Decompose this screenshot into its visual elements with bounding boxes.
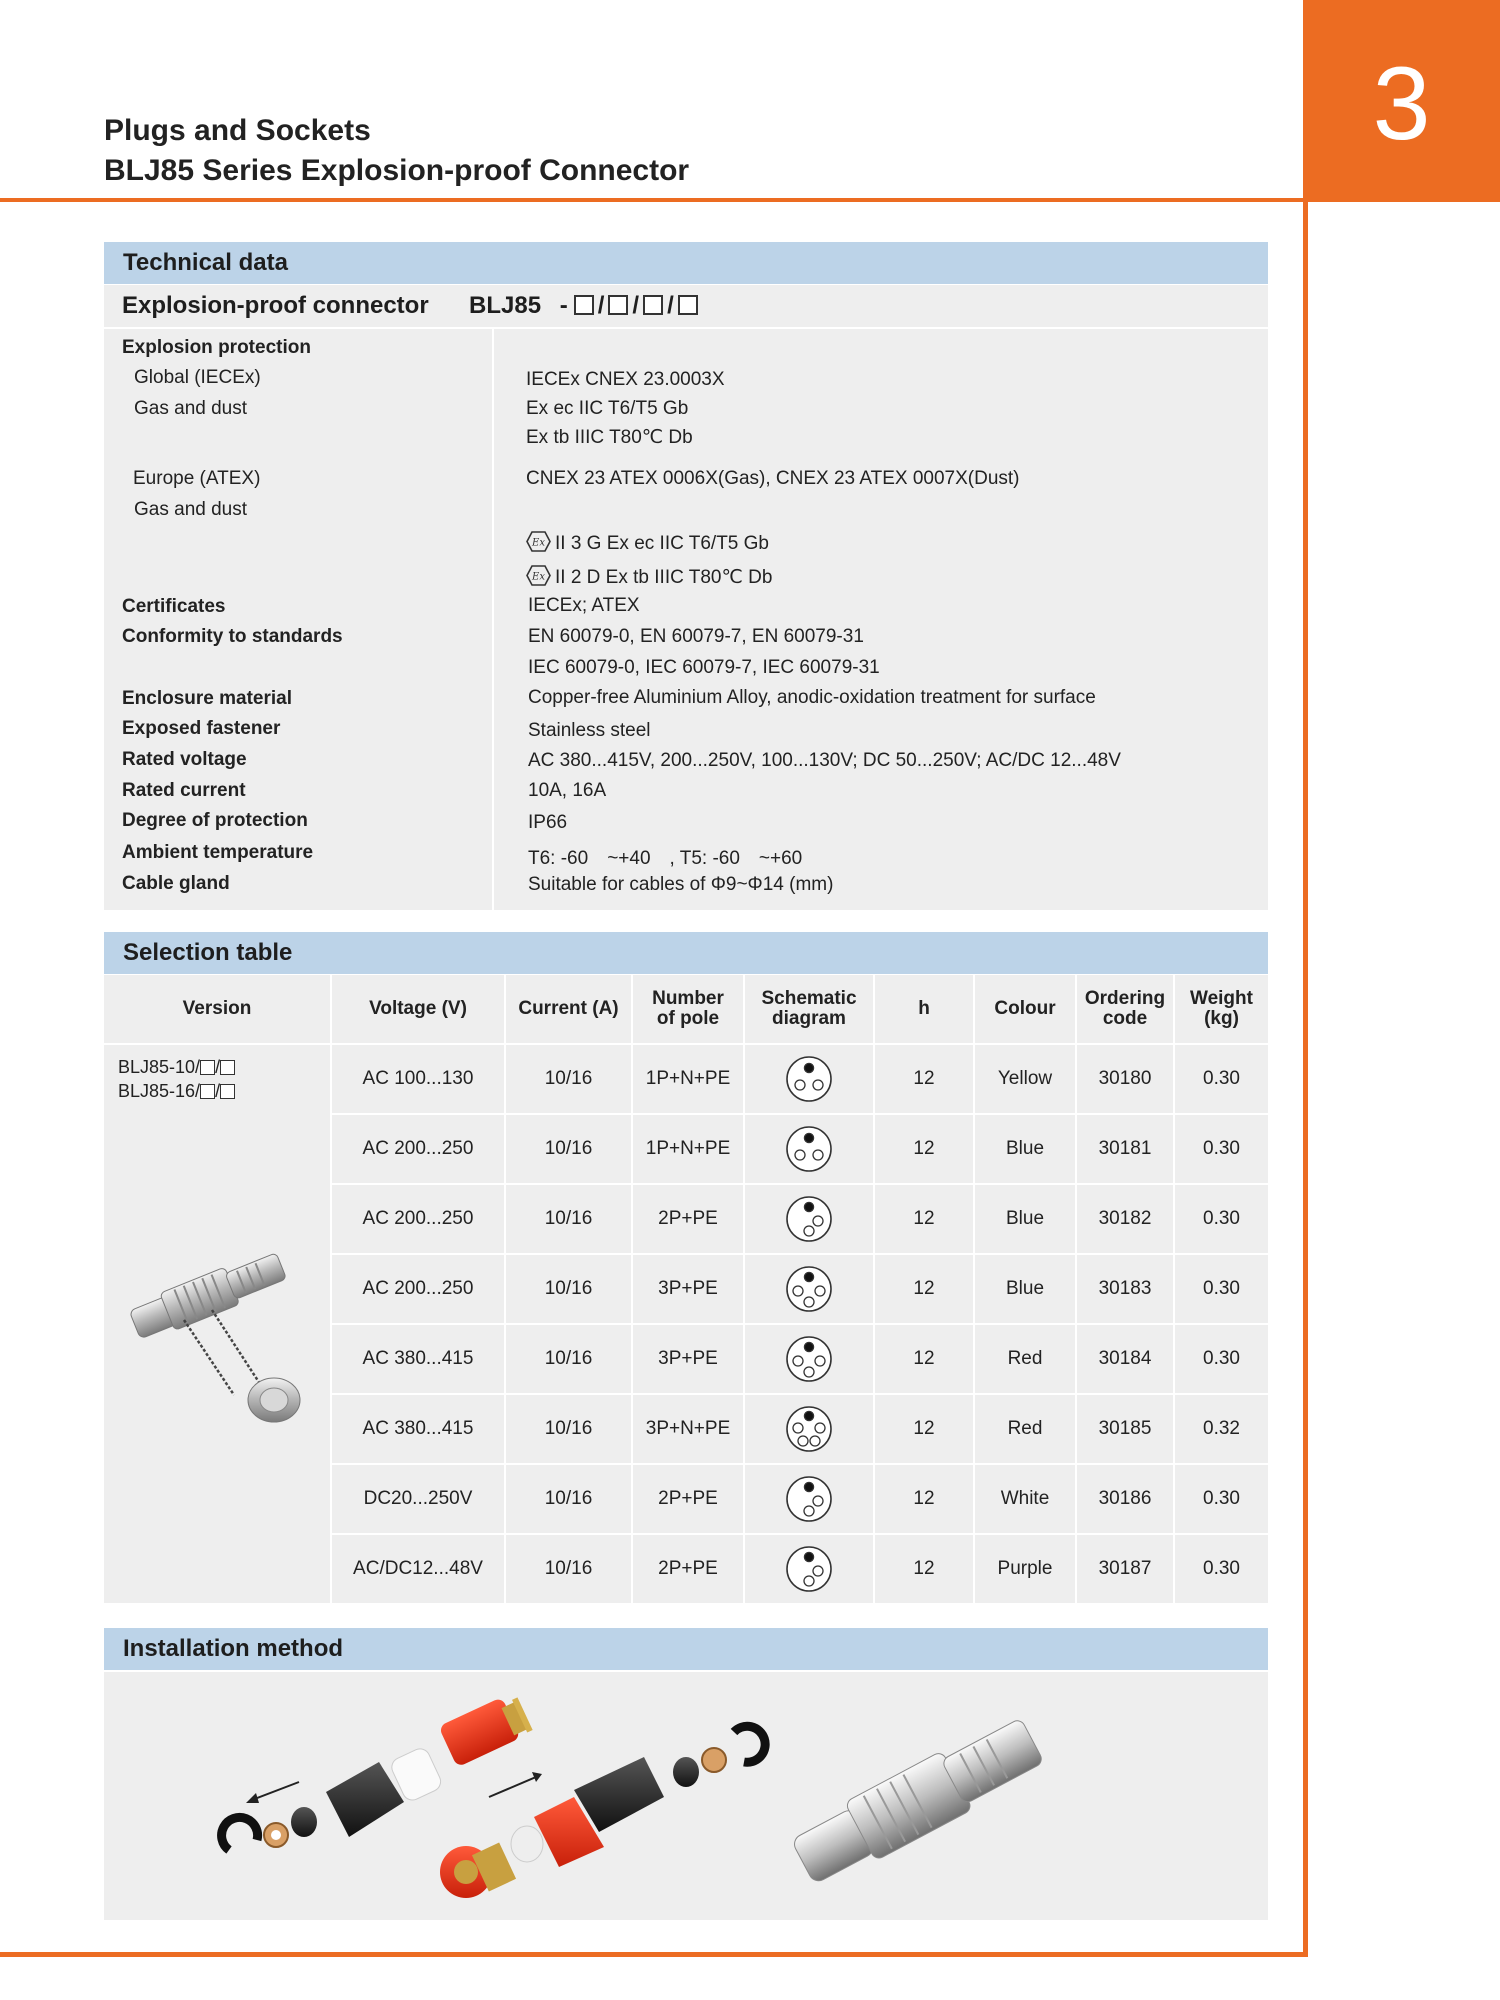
voltage-cell: AC 380...415 — [332, 1325, 504, 1393]
product-designation-row — [104, 285, 1268, 327]
contact-pin — [795, 1150, 805, 1160]
version-slash: / — [215, 1057, 221, 1077]
header-h: h — [875, 975, 973, 1043]
voltage-cell: AC 200...250 — [332, 1255, 504, 1323]
contact-pin — [815, 1286, 825, 1296]
voltage-cell: AC 100...130 — [332, 1045, 504, 1113]
contact-pin — [798, 1436, 808, 1446]
product-code-text: BLJ85 — [469, 292, 542, 319]
tech-labels-panel — [104, 329, 492, 910]
earth-pin — [804, 1411, 813, 1420]
version-code-16: BLJ85-16/ — [118, 1081, 201, 1101]
pin-layout-icon — [784, 1124, 834, 1174]
ex-hexagon-icon — [526, 531, 551, 552]
contact-pin — [793, 1286, 803, 1296]
poles-cell: 2P+PE — [633, 1535, 743, 1603]
svg-text:Ex: Ex — [532, 537, 545, 549]
product-code — [469, 285, 698, 327]
header-voltage: Voltage (V) — [332, 975, 504, 1043]
fastener-value: Stainless steel — [528, 720, 651, 741]
earth-pin — [804, 1133, 813, 1142]
gland-value: Suitable for cables of Φ9~Φ14 (mm) — [528, 874, 834, 895]
code-option-box — [574, 295, 594, 315]
ordering-code-cell: 30181 — [1077, 1115, 1173, 1183]
weight-cell: 0.32 — [1175, 1395, 1268, 1463]
europe-marking-dust: II 2 D Ex tb IIIC T80℃ Db — [555, 567, 773, 588]
ordering-code-cell: 30183 — [1077, 1255, 1173, 1323]
left-exploded-parts — [222, 1691, 534, 1850]
gas-dust-label: Gas and dust — [134, 398, 248, 419]
assembled-connector — [787, 1711, 1048, 1891]
voltage-cell: AC 200...250 — [332, 1185, 504, 1253]
contact-pin — [804, 1576, 814, 1586]
pin-layout-icon — [784, 1544, 834, 1594]
selection-table-heading: Selection table — [104, 932, 1268, 974]
contact-pin — [795, 1080, 805, 1090]
protection-value: IP66 — [528, 812, 568, 833]
h-cell: 12 — [875, 1185, 973, 1253]
version-option-box — [220, 1060, 235, 1075]
schematic-cell — [745, 1325, 873, 1393]
earth-pin — [804, 1202, 813, 1211]
current-label: Rated current — [122, 780, 246, 801]
conformity-value-iec: IEC 60079-0, IEC 60079-7, IEC 60079-31 — [528, 657, 880, 678]
europe-cert-value: CNEX 23 ATEX 0006X(Gas), CNEX 23 ATEX 0007X(Dust) — [526, 468, 1020, 489]
current-cell: 10/16 — [506, 1465, 631, 1533]
connector-product-image — [124, 1235, 314, 1435]
header-current: Current (A) — [506, 975, 631, 1043]
weight-cell: 0.30 — [1175, 1465, 1268, 1533]
weight-cell: 0.30 — [1175, 1255, 1268, 1323]
installation-heading: Installation method — [104, 1628, 1268, 1670]
h-cell: 12 — [875, 1395, 973, 1463]
certificates-label: Certificates — [122, 596, 226, 617]
page-title: Plugs and Sockets — [104, 114, 371, 147]
version-option-box — [200, 1084, 215, 1099]
header-ordering-line2: code — [1102, 1008, 1148, 1029]
weight-cell: 0.30 — [1175, 1115, 1268, 1183]
poles-cell: 2P+PE — [633, 1465, 743, 1533]
ex-hexagon-icon — [526, 565, 551, 586]
weight-cell: 0.30 — [1175, 1185, 1268, 1253]
pin-layout-icon — [784, 1334, 834, 1384]
colour-cell: White — [975, 1465, 1075, 1533]
earth-pin — [804, 1063, 813, 1072]
code-option-box — [643, 295, 663, 315]
ordering-code-cell: 30186 — [1077, 1465, 1173, 1533]
version-code-10: BLJ85-10/ — [118, 1057, 201, 1077]
contact-pin — [813, 1496, 823, 1506]
poles-cell: 1P+N+PE — [633, 1115, 743, 1183]
version-cell — [104, 1045, 330, 1603]
gland-label: Cable gland — [122, 873, 230, 894]
code-option-box — [678, 295, 698, 315]
h-cell: 12 — [875, 1535, 973, 1603]
schematic-cell — [745, 1535, 873, 1603]
europe-marking-gas-row — [526, 531, 769, 555]
h-cell: 12 — [875, 1115, 973, 1183]
global-marking-dust: Ex tb IIIC T80℃ Db — [526, 427, 693, 448]
earth-pin — [804, 1272, 813, 1281]
poles-cell: 1P+N+PE — [633, 1045, 743, 1113]
current-cell: 10/16 — [506, 1045, 631, 1113]
contact-pin — [793, 1423, 803, 1433]
installation-illustration — [104, 1672, 1268, 1920]
pin-layout-icon — [784, 1054, 834, 1104]
poles-cell: 3P+PE — [633, 1255, 743, 1323]
fastener-label: Exposed fastener — [122, 718, 281, 739]
colour-cell: Red — [975, 1395, 1075, 1463]
installation-exploded-view-image — [104, 1672, 1268, 1920]
header-version: Version — [104, 975, 330, 1043]
contact-pin — [804, 1367, 814, 1377]
product-label: Explosion-proof connector — [122, 292, 429, 319]
header-poles-line1: Number — [652, 988, 724, 1010]
header-weight — [1175, 975, 1268, 1043]
explosion-protection-label: Explosion protection — [122, 337, 311, 358]
weight-cell: 0.30 — [1175, 1535, 1268, 1603]
chapter-number: 3 — [1372, 46, 1431, 162]
ambient-label: Ambient temperature — [122, 842, 314, 863]
code-slash: / — [632, 292, 640, 319]
header-ordering-line1: Ordering — [1084, 988, 1166, 1010]
current-cell: 10/16 — [506, 1185, 631, 1253]
h-cell: 12 — [875, 1045, 973, 1113]
voltage-cell: DC20...250V — [332, 1465, 504, 1533]
colour-cell: Blue — [975, 1185, 1075, 1253]
poles-cell: 2P+PE — [633, 1185, 743, 1253]
weight-cell: 0.30 — [1175, 1045, 1268, 1113]
version-line-1 — [118, 1057, 235, 1078]
header-schematic-line2: diagram — [772, 1008, 846, 1029]
contact-pin — [813, 1080, 823, 1090]
europe-marking-gas: II 3 G Ex ec IIC T6/T5 Gb — [555, 533, 770, 554]
schematic-cell — [745, 1255, 873, 1323]
global-marking-gas: Ex ec IIC T6/T5 Gb — [526, 398, 689, 419]
poles-cell: 3P+PE — [633, 1325, 743, 1393]
protection-label: Degree of protection — [122, 810, 308, 831]
contact-pin — [813, 1216, 823, 1226]
earth-pin — [804, 1482, 813, 1491]
technical-data-heading: Technical data — [104, 242, 1268, 284]
footer-rule — [0, 1952, 1308, 1957]
ambient-value: T6: -60 ~+40 , T5: -60 ~+60 — [528, 848, 803, 869]
poles-cell: 3P+N+PE — [633, 1395, 743, 1463]
certificates-value: IECEx; ATEX — [528, 595, 640, 616]
contact-pin — [813, 1150, 823, 1160]
contact-pin — [810, 1436, 820, 1446]
voltage-label: Rated voltage — [122, 749, 247, 770]
europe-marking-dust-row — [526, 565, 772, 589]
ordering-code-cell: 30187 — [1077, 1535, 1173, 1603]
version-option-box — [200, 1060, 215, 1075]
colour-cell: Blue — [975, 1255, 1075, 1323]
h-cell: 12 — [875, 1255, 973, 1323]
current-cell: 10/16 — [506, 1255, 631, 1323]
code-slash: / — [597, 292, 605, 319]
voltage-cell: AC 200...250 — [332, 1115, 504, 1183]
earth-pin — [804, 1342, 813, 1351]
ordering-code-cell: 30182 — [1077, 1185, 1173, 1253]
enclosure-label: Enclosure material — [122, 688, 293, 709]
header-rule — [0, 198, 1306, 202]
contact-pin — [815, 1356, 825, 1366]
header-schematic-line1: Schematic — [761, 988, 857, 1010]
schematic-cell — [745, 1115, 873, 1183]
voltage-cell: AC/DC12...48V — [332, 1535, 504, 1603]
h-cell: 12 — [875, 1325, 973, 1393]
header-ordering-code — [1077, 975, 1173, 1043]
global-cert-value: IECEx CNEX 23.0003X — [526, 369, 725, 390]
code-option-box — [608, 295, 628, 315]
header-weight-line1: Weight — [1190, 988, 1253, 1010]
schematic-cell — [745, 1045, 873, 1113]
contact-pin — [813, 1566, 823, 1576]
ordering-code-cell: 30180 — [1077, 1045, 1173, 1113]
header-schematic — [745, 975, 873, 1043]
contact-pin — [815, 1423, 825, 1433]
gas-dust-label: Gas and dust — [134, 499, 248, 520]
schematic-cell — [745, 1465, 873, 1533]
current-cell: 10/16 — [506, 1395, 631, 1463]
h-cell: 12 — [875, 1465, 973, 1533]
colour-cell: Yellow — [975, 1045, 1075, 1113]
current-cell: 10/16 — [506, 1535, 631, 1603]
colour-cell: Purple — [975, 1535, 1075, 1603]
version-option-box — [220, 1084, 235, 1099]
colour-cell: Red — [975, 1325, 1075, 1393]
contact-pin — [804, 1297, 814, 1307]
header-poles-line2: of pole — [656, 1008, 720, 1029]
ordering-code-cell: 30185 — [1077, 1395, 1173, 1463]
tech-values-panel — [494, 329, 1268, 910]
version-slash: / — [215, 1081, 221, 1101]
code-slash: / — [667, 292, 674, 319]
ordering-code-cell: 30184 — [1077, 1325, 1173, 1393]
contact-pin — [793, 1356, 803, 1366]
earth-pin — [804, 1552, 813, 1561]
weight-cell: 0.30 — [1175, 1325, 1268, 1393]
voltage-value: AC 380...415V, 200...250V, 100...130V; DC 50...250V; AC/DC 12...48V — [528, 750, 1121, 771]
conformity-label: Conformity to standards — [122, 626, 343, 647]
pin-layout-icon — [784, 1264, 834, 1314]
pin-layout-icon — [784, 1404, 834, 1454]
header-weight-line2: (kg) — [1204, 1008, 1239, 1029]
svg-text:Ex: Ex — [532, 571, 545, 583]
version-line-2 — [118, 1081, 235, 1102]
global-label: Global (IECEx) — [134, 367, 261, 388]
page-subtitle: BLJ85 Series Explosion-proof Connector — [104, 154, 690, 187]
colour-cell: Blue — [975, 1115, 1075, 1183]
current-value: 10A, 16A — [528, 780, 607, 801]
voltage-cell: AC 380...415 — [332, 1395, 504, 1463]
pin-layout-icon — [784, 1194, 834, 1244]
contact-pin — [804, 1506, 814, 1516]
current-cell: 10/16 — [506, 1115, 631, 1183]
contact-pin — [804, 1226, 814, 1236]
conformity-value-en: EN 60079-0, EN 60079-7, EN 60079-31 — [528, 626, 864, 647]
enclosure-value: Copper-free Aluminium Alloy, anodic-oxidation treatment for surface — [528, 687, 1096, 708]
current-cell: 10/16 — [506, 1325, 631, 1393]
pin-layout-icon — [784, 1474, 834, 1524]
right-rule — [1303, 198, 1308, 1957]
schematic-cell — [745, 1185, 873, 1253]
header-poles — [633, 975, 743, 1043]
europe-label: Europe (ATEX) — [133, 468, 261, 489]
code-dash: - — [559, 292, 568, 319]
schematic-cell — [745, 1395, 873, 1463]
header-colour: Colour — [975, 975, 1075, 1043]
